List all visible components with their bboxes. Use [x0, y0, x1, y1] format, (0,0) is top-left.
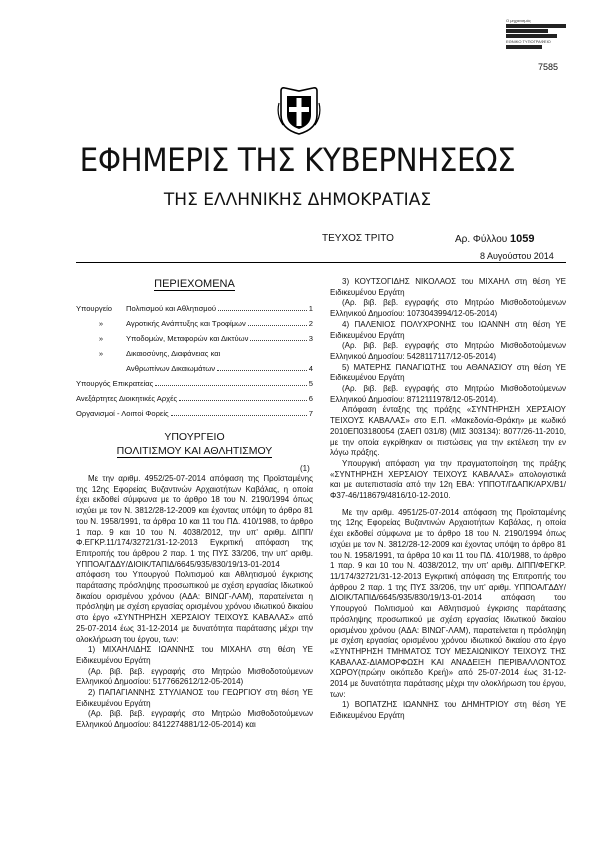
ditto-mark: »: [98, 334, 104, 343]
contents-heading-text: ΠΕΡΙΕΧΟΜΕΝΑ: [154, 278, 235, 290]
contents-item[interactable]: [76, 358, 313, 373]
contents-item-label: Ανθρωπίνων Δικαιωμάτων: [126, 364, 216, 373]
registry-note: (Αρ. βιβ. βεβ. εγγραφής στο Μητρώο Μισθοδοτούμενων Ελληνικού Δημοσίου: 1073043994/12-05-2014): [330, 298, 566, 319]
contents-item-label: Υποδομών, Μεταφορών και Δικτύων: [126, 334, 249, 343]
contents-item-label: Δικαιοσύνης, Διαφάνειας και: [126, 349, 221, 358]
contents-item-page: 5: [308, 379, 313, 388]
contents-item-page: 3: [308, 334, 313, 343]
contents-item-label: Ανεξάρτητες Διοικητικές Αρχές: [76, 394, 178, 403]
contents-item[interactable]: [76, 298, 313, 313]
contents-item-label: Αγροτικής Ανάπτυξης και Τροφίμων: [126, 319, 246, 328]
contents-item-page: 1: [308, 304, 313, 313]
left-column-body: [76, 474, 313, 731]
issue-series: ΤΕΥΧΟΣ ΤΡΙΤΟ: [322, 233, 394, 244]
greek-coat-of-arms-icon: [277, 85, 321, 135]
employee-entry: 2) ΠΑΠΑΓΙΑΝΝΗΣ ΣΤΥΛΙΑΝΟΣ του ΓΕΩΡΓΙΟΥ στη θέση ΥΕ Ειδικευμένου Εργάτη: [76, 688, 313, 708]
registry-note: (Αρ. βιβ. βεβ. εγγραφής στο Μητρώο Μισθοδοτούμενων Ελληνικού Δημοσίου: 8712111978/12-05-2014).: [330, 384, 566, 404]
digital-signature-stamp: [506, 18, 566, 50]
decision-paragraph: Με την αριθμ. 4951/25-07-2014 απόφαση της Προϊσταμένης της 12ης Εφορείας Βυζαντινών Αρχαιοτήτων Καβάλας, η οποία έχει εκδοθεί σύμφωνα με το άρθρο 18 του Ν. 2190/1994 όπως ισχύει με τον Ν. 3812/28-12-2009 και έχοντας υπόψη το άρθρο 81 του Ν. 1958/1991, τα άρθρα 10 και 11 του ΠΔ. 410/1988, το άρθρο 1 παρ. 9 και 10 του Ν. 4038/2012, την υπ' αριθμ. ΔΙΠΠ/ΦΕΓΚΡ. 11/174/32721/31-12-2013 Εγκριτική απόφαση της Επιτροπής του άρθρου 2 παρ. 1 της ΠΥΣ 33/206, την υπ' αριθμ. ΥΠΠΟΑ/ΓΔΔΥ/ΔΙΟΙΚ/ΤΑΠΙΔ/6645/935/830/19/13-01-2014 απόφαση του Υπουργού Πολιτισμού και Αθλητισμού έγκρισης παράτασης πρόσληψης προσωπικού με σχέση εργασίας Ιδιωτικού δικαίου ορισμένου χρόνου (ΑΔΑ: ΒΙΝΩΓ-ΛΑΜ), παρατείνεται η πρόσληψη με σχέση εργασίας ορισμένου χρόνου ιδιωτικού δικαίου στο έργο «ΣΥΝΤΗΡΗΣΗ ΤΜΗΜΑΤΟΣ ΤΟΥ ΜΕΣΑΙΩΝΙΚΟΥ ΤΕΙΧΟΥΣ ΤΗΣ ΚΑΒΑΛΑΣ-ΔΙΑΜΟΡΦΩΣΗ ΚΑΙ ΑΝΑΔΕΙΞΗ ΠΕΡΙΒΑΛΛΟΝΤΟΣ ΧΩΡΟΥ(πρώην οικόπεδο Κρεή)» από 25-07-2014 έως 31-12-2014 με δυνατότητα παράτασης μέχρι την ολοκλήρωση του έργου, των:: [330, 507, 566, 699]
ministry-heading-line-1: ΥΠΟΥΡΓΕΙΟ: [164, 431, 225, 443]
registry-note: (Αρ. βιβ. βεβ. εγγραφής στο Μητρώο Μισθοδοτούμενων Ελληνικού Δημοσίου: 5428117117/12-05-2014): [330, 341, 566, 361]
employee-entry: 4) ΠΑΛΕΝΙΟΣ ΠΟΛΥΧΡΟΝΗΣ του ΙΩΑΝΝΗ στη θέση ΥΕ Ειδικευμένου Εργάτη: [330, 319, 566, 340]
employee-entry: 3) ΚΟΥΤΣΟΓΙΔΗΣ ΝΙΚΟΛΑΟΣ του ΜΙΧΑΗΛ στη θέση ΥΕ Ειδικευμένου Εργάτη: [330, 277, 566, 297]
ministry-heading-line-2: ΠΟΛΙΤΙΣΜΟΥ ΚΑΙ ΑΘΛΗΤΙΣΜΟΥ: [116, 445, 273, 457]
contents-list: [76, 298, 313, 418]
employee-entry: 5) ΜΑΤΕΡΗΣ ΠΑΝΑΓΙΩΤΗΣ του ΑΘΑΝΑΣΙΟΥ στη θέση ΥΕ Ειδικευμένου Εργάτη: [330, 362, 566, 383]
decision-paragraph: Με την αριθμ. 4952/25-07-2014 απόφαση της Προϊσταμένης της 12ης Εφορείας Βυζαντινών Αρχαιοτήτων Καβάλας, η οποία έχει εκδοθεί σύμφωνα με το άρθρο 18 του Ν. 2190/1994 όπως ισχύει με τον Ν. 3812/28-12-2009 και έχοντας υπόψη το άρθρο 81 του Ν. 1958/1991, τα άρθρα 10 και 11 του ΠΔ. 410/1988, το άρθρο 1 παρ. 9 και 10 του Ν. 4038/2012, την υπ' αριθμ. ΔΙΠΠ/Φ.ΕΓΚΡ.11/174/32721/31-12-2013 Εγκριτική απόφαση της Επιτροπής του άρθρου 2 παρ. 1 της ΠΥΣ 33/206, την υπ' αριθμ. ΥΠΠΟΑ/ΓΔΔΥ/ΔΙΟΙΚ/ΤΑΠΙΔ/6645/935/830/19/13-01-2014 απόφαση του Υπουργού Πολιτισμού και Αθλητισμού έγκρισης παράτασης πρόσληψης προσωπικού με σχέση εργασίας Ιδιωτικού δικαίου ορισμένου χρόνου (ΑΔΑ: ΒΙΝΩΓ-ΛΑΜ), παρατείνεται η πρόσληψη με σχέση εργασίας ορισμένου χρόνου ιδιωτικού δικαίου στο έργο «ΣΥΝΤΗΡΗΣΗ ΧΕΡΣΑΙΟΥ ΤΕΙΧΟΥΣ ΚΑΒΑΛΑΣ» από 25-07-2014 έως 31-12-2014 με δυνατότητα παράτασης μέχρι την ολοκλήρωση του έργου, των:: [76, 474, 313, 644]
stamp-line-2: ΕΘΝΙΚΟ ΤΥΠΟΓΡΑΦΕΙΟ: [506, 39, 551, 44]
contents-heading: [76, 278, 313, 290]
contents-item[interactable]: [76, 313, 313, 328]
ditto-mark: »: [98, 349, 104, 358]
gazette-subtitle: ΤΗΣ ΕΛΛΗΝΙΚΗΣ ΔΗΜΟΚΡΑΤΙΑΣ: [163, 190, 432, 210]
ministry-heading: [76, 430, 313, 458]
contents-item[interactable]: [76, 373, 313, 388]
sheet-number-label: Αρ. Φύλλου: [455, 234, 508, 245]
employee-entry: 1) ΒΟΠΑΤΖΗΣ ΙΩΑΝΝΗΣ του ΔΗΜΗΤΡΙΟΥ στη θέση ΥΕ Ειδικευμένου Εργάτη: [330, 700, 566, 721]
contents-item-page: 6: [308, 394, 313, 403]
sheet-number-value: 1059: [510, 233, 535, 245]
funding-paragraph: Απόφαση ένταξης της πράξης «ΣΥΝΤΗΡΗΣΗ ΧΕΡΣΑΙΟΥ ΤΕΙΧΟΥΣ ΚΑΒΑΛΑΣ» στο Ε.Π. «Μακεδονία-Θράκη» με κωδικό 2010ΕΠ03180054 (ΣΑΕΠ 031/8) (ΜΙΣ 303134): 8077/26-11-2010, με την οποία εγκρίθηκαν οι πιστώσεις για την εκτέλεση την εν λόγω πράξης.: [330, 405, 566, 458]
contents-item-label: Πολιτισμού και Αθλητισμού: [126, 304, 217, 313]
stamp-line-1: Ο μηχανισμός: [506, 18, 531, 23]
issue-date: 8 Αυγούστου 2014: [480, 251, 554, 261]
contents-item-label: Οργανισμοί - Λοιποί Φορείς: [76, 409, 169, 418]
ministerial-decision-paragraph: Υπουργική απόφαση για την πραγματοποίηση της πράξης «ΣΥΝΤΗΡΗΣΗ ΧΕΡΣΑΙΟΥ ΤΕΙΧΟΥΣ ΚΑΒΑΛΑΣ» απολογιστικά και με αυτεπιστασία από την 12η ΕΒΑ: ΥΠΠΟΤ/ΓΔΑΠΚ/ΑΡΧ/Β1/Φ37-46/118679/4816/10-12-2010.: [330, 458, 566, 501]
contents-item-ministry: Υπουργείο: [76, 304, 112, 313]
contents-item-label: Υπουργός Επικρατείας: [76, 379, 154, 388]
right-column-body: [330, 277, 566, 722]
header-divider: [76, 262, 566, 263]
employee-entry: 1) ΜΙΧΑΗΛΙΔΗΣ ΙΩΑΝΝΗΣ του ΜΙΧΑΗΛ στη θέση ΥΕ Ειδικευμένου Εργάτη: [76, 645, 313, 665]
contents-item[interactable]: [76, 388, 313, 403]
registry-note: (Αρ. βιβ. βεβ. εγγραφής στο Μητρώο Μισθοδοτούμενων Ελληνικού Δημοσίου: 5177662612/12-05-2014): [76, 666, 313, 687]
contents-item[interactable]: [76, 403, 313, 418]
contents-item-page: 4: [308, 364, 313, 373]
contents-item[interactable]: [76, 343, 313, 358]
contents-item-page: 7: [308, 409, 313, 418]
gazette-title: ΕΦΗΜΕΡΙΣ ΤΗΣ ΚΥΒΕΡΝΗΣΕΩΣ: [79, 141, 516, 179]
sheet-number: [455, 233, 535, 245]
contents-item-page: 2: [308, 319, 313, 328]
ditto-mark: »: [98, 319, 104, 328]
contents-item[interactable]: [76, 328, 313, 343]
page-number: 7585: [538, 62, 559, 72]
section-number: (1): [300, 464, 310, 473]
registry-note: (Αρ. βιβ. βεβ. εγγραφής στο Μητρώο Μισθοδοτούμενων Ελληνικού Δημοσίου: 8412274881/12-05-2014) και: [76, 709, 313, 730]
